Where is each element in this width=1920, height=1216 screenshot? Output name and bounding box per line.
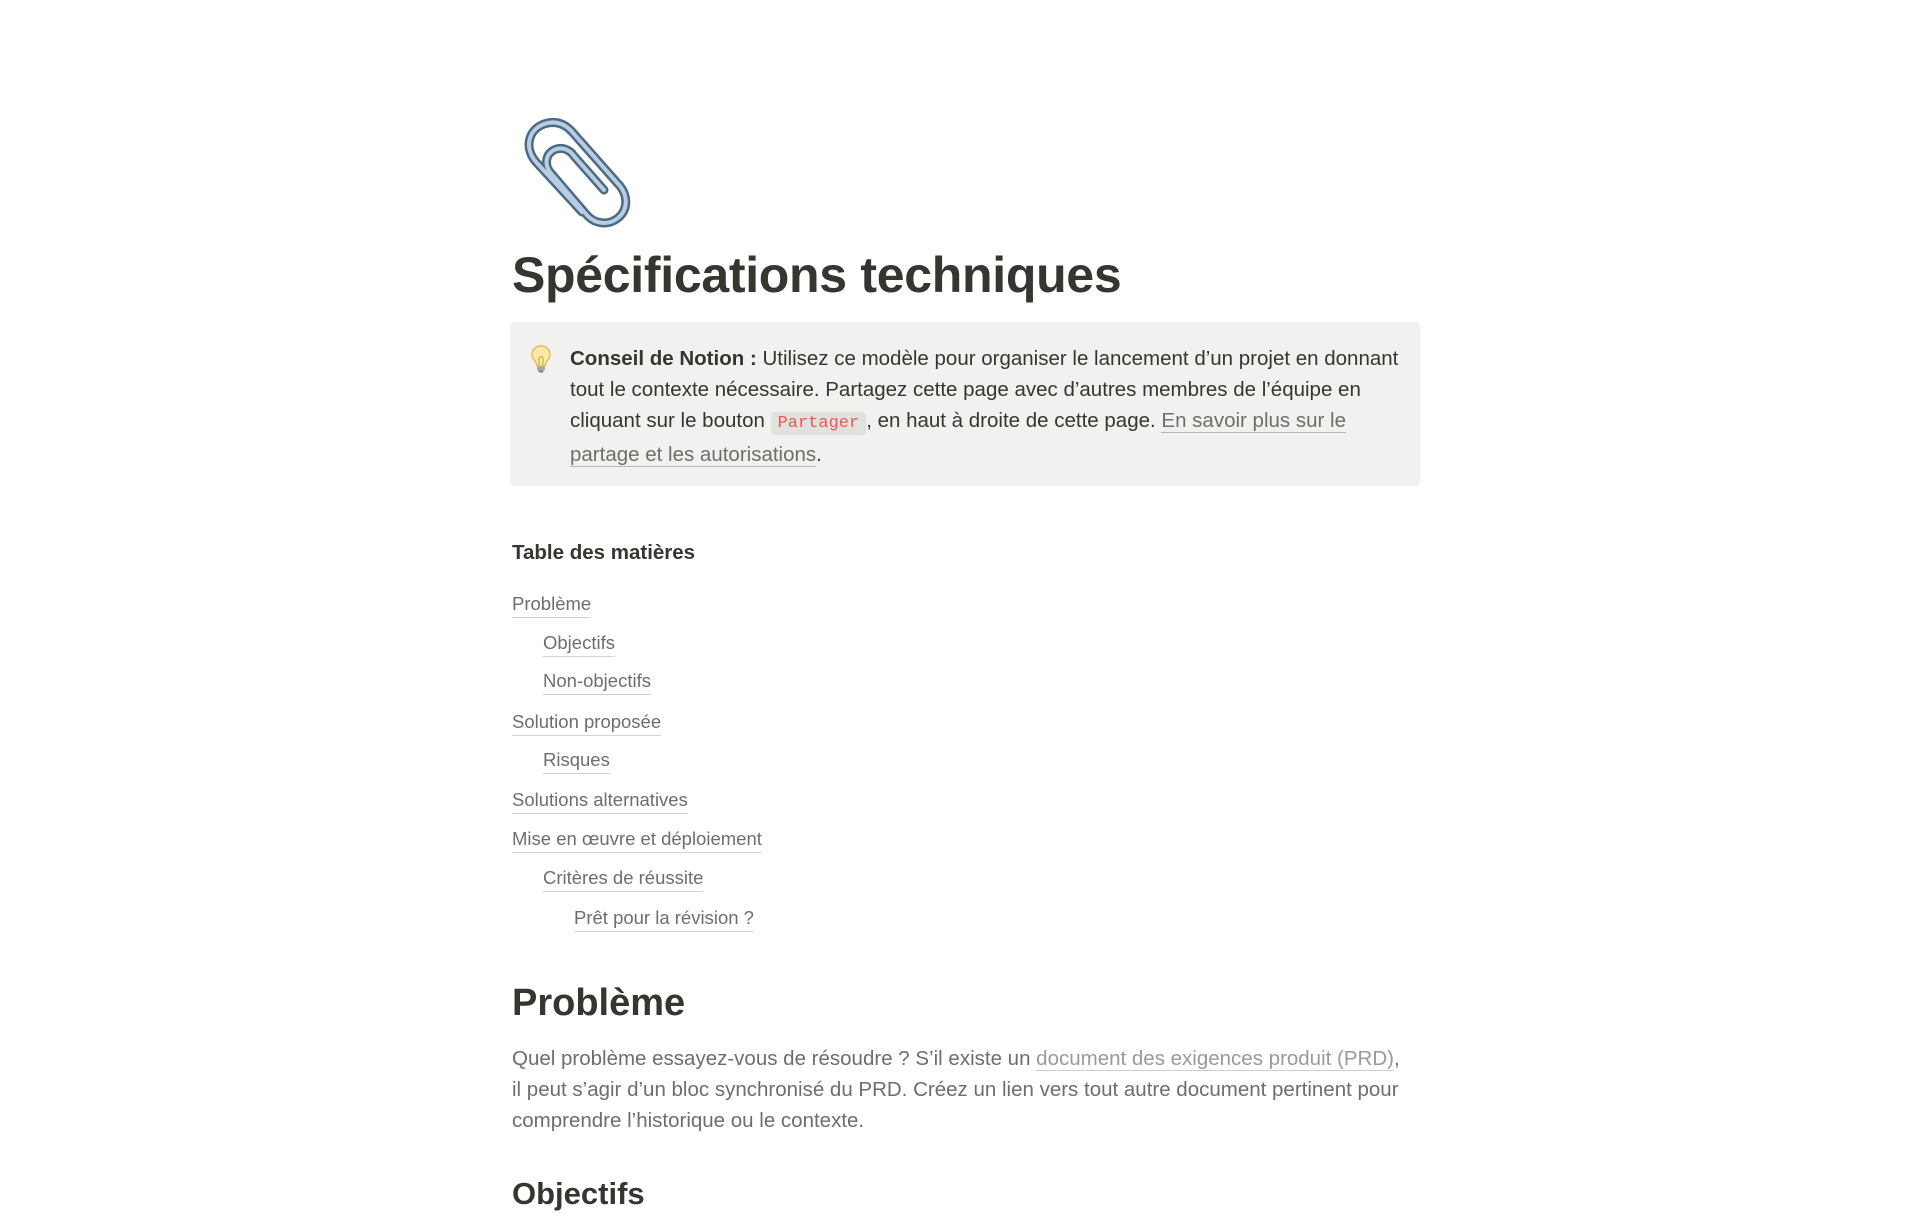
callout-text: , en haut à droite de cette page. <box>866 409 1162 432</box>
toc-item-probleme[interactable]: Problème <box>512 591 591 618</box>
callout-text: . <box>816 443 822 466</box>
callout-label: Conseil de Notion : <box>570 347 757 370</box>
probleme-text: , il peut s’agir d’un bloc synchronisé du PRD. Créez un lien vers tout autre document pertinent pour comprendre l’historique ou le contexte. <box>512 1047 1400 1132</box>
heading-probleme[interactable]: Problème <box>512 982 686 1024</box>
toc-title: Table des matières <box>512 541 696 564</box>
tip-callout[interactable] <box>510 322 1420 486</box>
toc-item-pret-revision[interactable]: Prêt pour la révision ? <box>574 905 754 932</box>
probleme-paragraph[interactable] <box>512 1043 1412 1136</box>
share-inline-code: Partager <box>771 412 867 435</box>
page-title[interactable]: Spécifications techniques <box>512 247 1122 303</box>
toc-item-criteres-reussite[interactable]: Critères de réussite <box>543 865 703 892</box>
toc-item-solution-proposee[interactable]: Solution proposée <box>512 709 661 736</box>
sharing-permissions-link[interactable]: En savoir plus sur le partage et les autorisations <box>570 409 1346 466</box>
toc-item-solutions-alternatives[interactable]: Solutions alternatives <box>512 787 688 814</box>
lightbulb-icon <box>530 344 552 374</box>
toc-item-objectifs[interactable]: Objectifs <box>543 630 615 657</box>
toc-item-non-objectifs[interactable]: Non-objectifs <box>543 668 651 695</box>
probleme-text: Quel problème essayez-vous de résoudre ? S’il existe un <box>512 1047 1037 1070</box>
callout-text: Utilisez ce modèle pour organiser le lancement d’un projet en donnant tout le contexte nécessaire. Partagez cette page avec d’autres membres de l’équipe en cliquant sur le bouton <box>570 347 1399 432</box>
paperclip-icon[interactable] <box>512 114 636 238</box>
prd-link[interactable]: document des exigences produit (PRD) <box>1036 1047 1394 1070</box>
heading-objectifs[interactable]: Objectifs <box>512 1176 645 1211</box>
toc-item-risques[interactable]: Risques <box>543 747 610 774</box>
toc-item-mise-en-oeuvre[interactable]: Mise en œuvre et déploiement <box>512 826 762 853</box>
